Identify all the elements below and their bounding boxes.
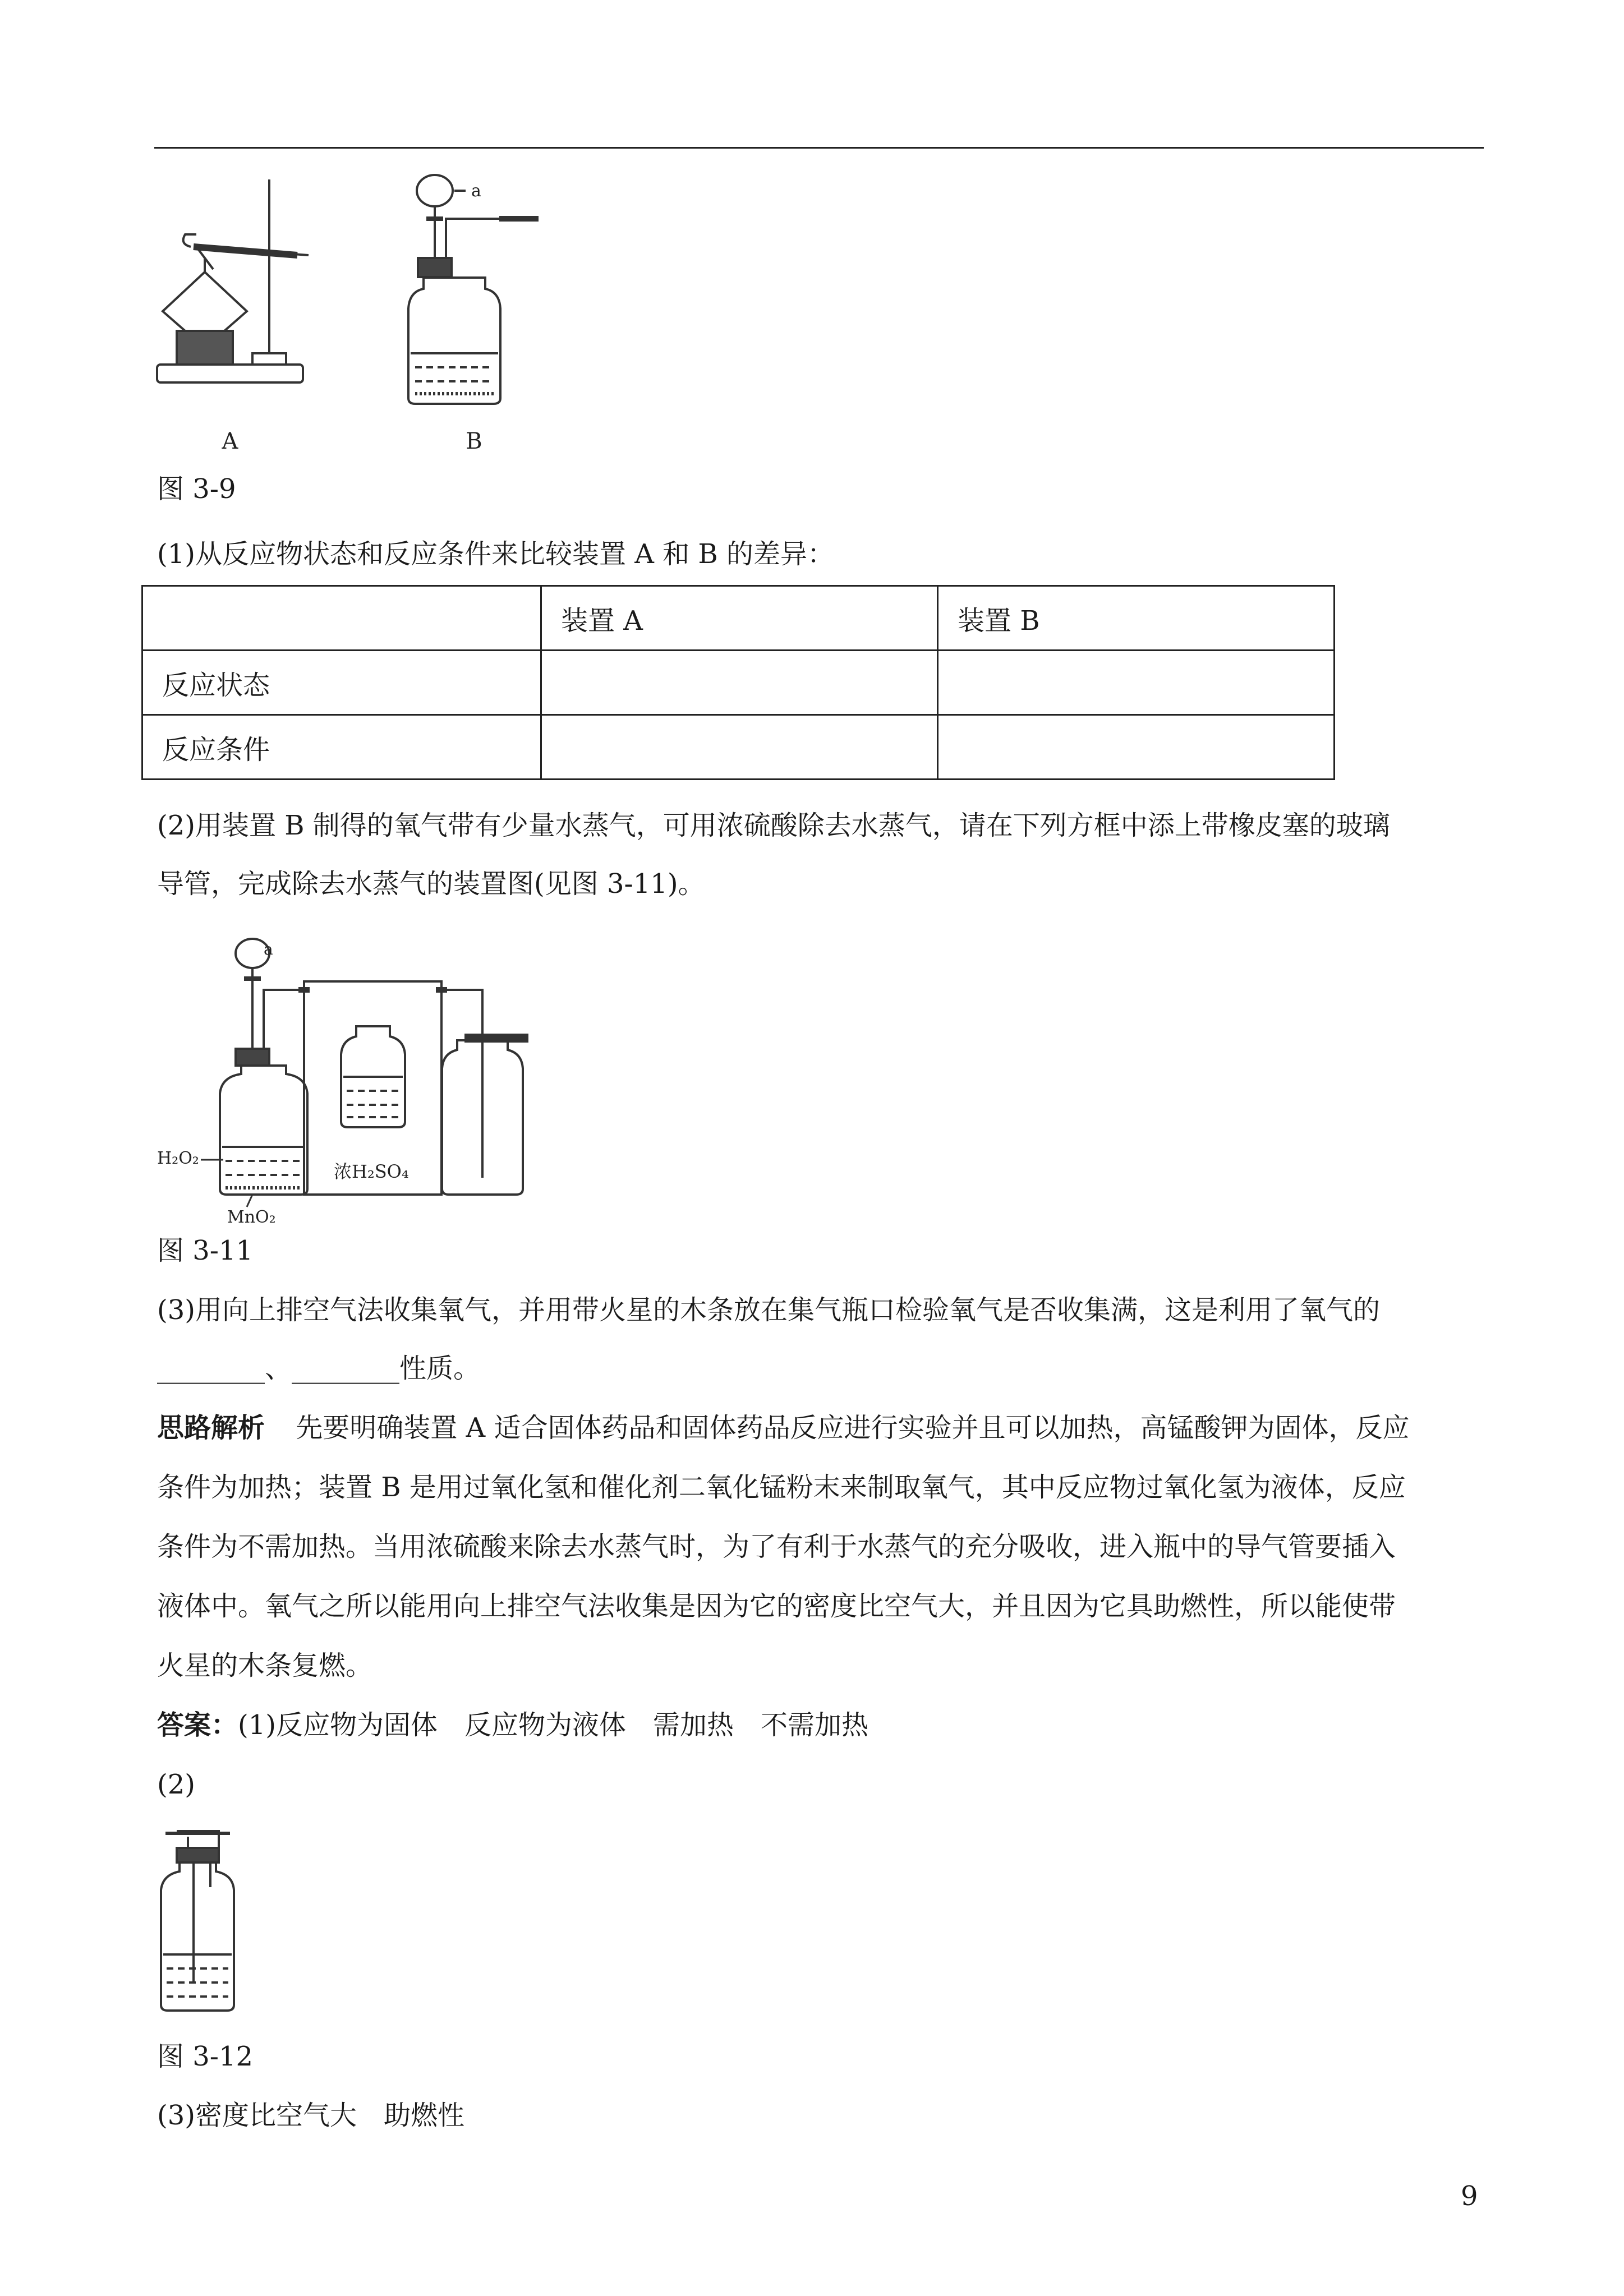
- table-header-b: 装置 B: [938, 586, 1335, 651]
- label-valve-a: a: [264, 940, 273, 958]
- label-valve-a: a: [471, 181, 481, 201]
- question-1: (1)从反应物状态和反应条件来比较装置 A 和 B 的差异：: [157, 538, 834, 570]
- figure-3-9-caption: 图 3-9: [157, 473, 236, 505]
- table-row: [142, 586, 1335, 651]
- analysis-line3: 条件为不需加热。当用浓硫酸来除去水蒸气时，为了有利于水蒸气的充分吸收，进入瓶中的导气管要插入: [157, 1531, 1396, 1562]
- answer-part1: (1)反应物为固体 反应物为液体 需加热 不需加热: [238, 1709, 869, 1741]
- label-mno2: MnO₂: [227, 1207, 276, 1227]
- figure-3-11: [151, 920, 555, 1234]
- label-acid: 浓H₂SO₄: [334, 1161, 409, 1182]
- table-cell: [938, 651, 1335, 715]
- table-cell: [541, 651, 938, 715]
- analysis-text: 先要明确装置 A 适合固体药品和固体药品反应进行实验并且可以加热，高锰酸钾为固体，反应: [296, 1412, 1410, 1444]
- label-a: A: [222, 428, 238, 454]
- analysis-line4: 液体中。氧气之所以能用向上排空气法收集是因为它的密度比空气大，并且因为它具助燃性，所以能使带: [157, 1590, 1396, 1622]
- question-3-line2: ________、________性质。: [157, 1353, 481, 1384]
- apparatus-b: [408, 175, 539, 404]
- answer-part3: (3)密度比空气大 助燃性: [157, 2100, 464, 2131]
- comparison-table: [141, 585, 1335, 780]
- table-cell: [938, 715, 1335, 780]
- question-2-line2: 导管，完成除去水蒸气的装置图(见图 3-11)。: [157, 868, 705, 900]
- table-row: [142, 651, 1335, 715]
- answer-part2: (2): [157, 1769, 195, 1800]
- label-b: B: [466, 428, 482, 454]
- table-row-label: 反应状态: [142, 651, 541, 715]
- table-cell: [142, 586, 541, 651]
- page-number: 9: [1461, 2180, 1478, 2212]
- table-row-label: 反应条件: [142, 715, 541, 780]
- figure-3-12-caption: 图 3-12: [157, 2041, 254, 2072]
- apparatus-a: [157, 179, 309, 382]
- question-3-line1: (3)用向上排空气法收集氧气，并用带火星的木条放在集气瓶口检验氧气是否收集满，这是利用了氧气的: [157, 1294, 1380, 1326]
- answer-label: 答案：: [157, 1709, 238, 1741]
- figure-3-11-caption: 图 3-11: [157, 1235, 254, 1266]
- label-h2o2: H₂O₂: [157, 1149, 199, 1168]
- table-cell: [541, 715, 938, 780]
- figure-3-9: [151, 163, 578, 465]
- question-2-line1: (2)用装置 B 制得的氧气带有少量水蒸气，可用浓硫酸除去水蒸气，请在下列方框中添上带橡皮塞的玻璃: [157, 810, 1390, 841]
- analysis-label: 思路解析: [157, 1412, 265, 1444]
- analysis-line2: 条件为加热；装置 B 是用过氧化氢和催化剂二氧化锰粉末来制取氧气，其中反应物过氧化氢为液体，反应: [157, 1472, 1406, 1503]
- header-rule: [154, 147, 1484, 149]
- figure-3-12: [154, 1825, 244, 2016]
- answer-line1: [157, 1707, 868, 1743]
- table-header-a: 装置 A: [541, 586, 938, 651]
- table-row: [142, 715, 1335, 780]
- analysis-line5: 火星的木条复燃。: [157, 1650, 373, 1681]
- analysis-line1: [157, 1410, 1409, 1446]
